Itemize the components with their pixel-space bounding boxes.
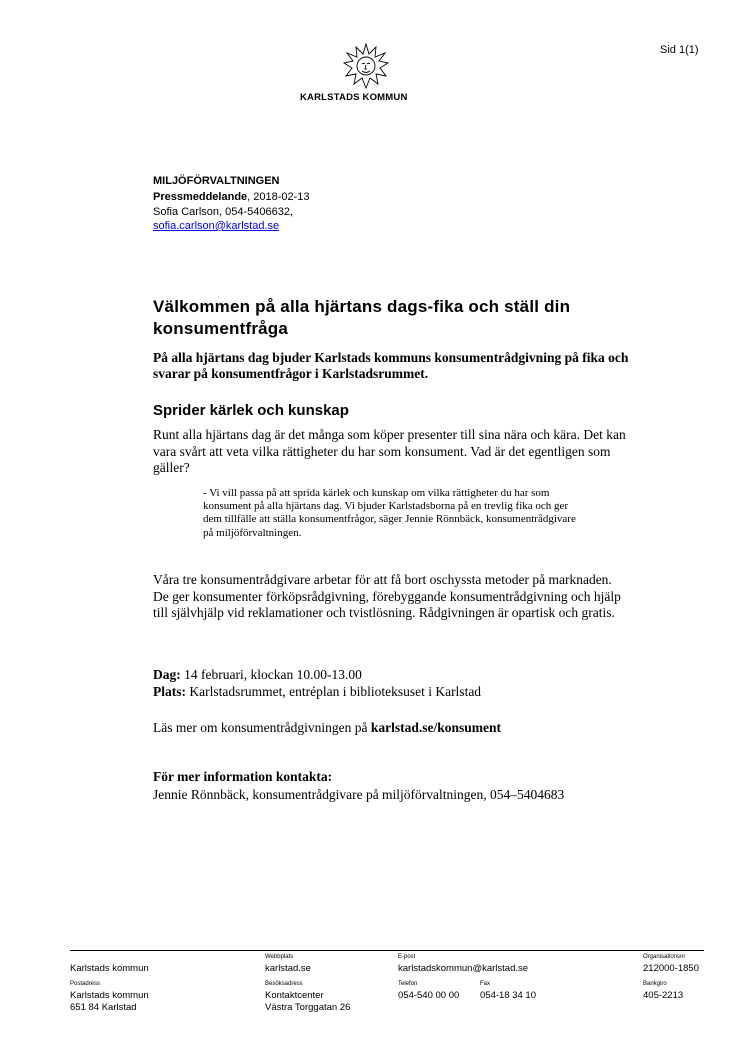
sender-email-link[interactable]: sofia.carlson@karlstad.se: [153, 220, 280, 232]
footer-phone-label: Telefon: [398, 981, 418, 987]
footer-phone-value: 054-540 00 00: [398, 990, 460, 1001]
body-paragraph-2: Våra tre konsumentrådgivare arbetar för att få bort oschyssta metoder på marknaden. De ger konsumenter förköpsrådgivning, förebyggande konsumentrådgivning och hjälp till självhjälp vid reklamationer och tvistlösning. Rådgivningen är opartisk och gratis.: [153, 572, 621, 620]
read-more-link[interactable]: karlstad.se/konsument: [370, 720, 501, 735]
release-date: , 2018-02-13: [247, 191, 310, 203]
footer-email-value[interactable]: karlstadskommun@karlstad.se: [398, 963, 529, 974]
sender-contact: Sofia Carlson, 054-5406632,: [153, 206, 294, 218]
footer-visit-line2: Västra Torggatan 26: [265, 1002, 351, 1013]
doc-type: Pressmeddelande: [153, 191, 248, 203]
footer-email-label: E-post: [398, 954, 416, 960]
footer-fax-label: Fax: [480, 981, 491, 987]
footer-postal-label: Postadress: [70, 981, 101, 987]
footer-visit-line1: Kontaktcenter: [265, 990, 324, 1001]
read-more-line: [153, 720, 501, 736]
article-lead: På alla hjärtans dag bjuder Karlstads kommuns konsumentrådgivning på fika och svarar på konsumentfrågor i Karlstadsrummet.: [153, 350, 629, 381]
footer-web-label: Webbplats: [265, 954, 294, 960]
footer-bankgiro-value: 405-2213: [643, 990, 684, 1001]
body-paragraph-1: Runt alla hjärtans dag är det många som köper presenter till sina nära och kära. Det kan vara svårt att veta vilka rättigheter du har som konsument. Vad är det egentligen som gäller?: [153, 427, 626, 475]
organization-name: KARLSTADS KOMMUN: [300, 92, 408, 103]
karlstad-sun-logo-icon: [343, 43, 389, 89]
article-subheading: Sprider kärlek och kunskap: [153, 402, 349, 419]
event-date: [153, 667, 362, 683]
footer-bankgiro-label: Bankgiro: [643, 981, 667, 987]
footer-postal-line2: 651 84 Karlstad: [70, 1002, 137, 1013]
quote-block: - Vi vill passa på att sprida kärlek och kunskap om vilka rättigheter du har som konsument på alla hjärtans dag. Vi bjuder Karlstadsborna på en trevlig fika och ger dem tillfälle att ställa konsumentfrågor, säger Jennie Rönnbäck, konsumentrådgivare på miljöförvaltningen.: [203, 487, 576, 539]
footer-visit-label: Besöksadress: [265, 981, 303, 987]
more-info-heading: För mer information kontakta:: [153, 769, 333, 784]
department-name: MILJÖFÖRVALTNINGEN: [153, 175, 280, 187]
read-more-text: Läs mer om konsumentrådgivningen på: [153, 720, 371, 735]
place-label: Plats:: [153, 684, 186, 699]
date-value: 14 februari, klockan 10.00-13.00: [180, 667, 362, 682]
press-release-line: [153, 191, 310, 203]
date-label: Dag:: [153, 667, 181, 682]
footer-fax-value: 054-18 34 10: [480, 990, 536, 1001]
footer-web-value[interactable]: karlstad.se: [265, 963, 311, 974]
footer-org-name: Karlstads kommun: [70, 963, 149, 974]
more-info-contact: Jennie Rönnbäck, konsumentrådgivare på miljöförvaltningen, 054–5404683: [153, 787, 565, 802]
place-value: Karlstadsrummet, entréplan i biblioteksuset i Karlstad: [186, 684, 482, 699]
footer-orgnr-value: 212000-1850: [643, 963, 699, 974]
page-number: Sid 1(1): [660, 44, 699, 56]
event-place: [153, 684, 481, 700]
footer-divider: [70, 950, 704, 951]
footer-postal-line1: Karlstads kommun: [70, 990, 149, 1001]
article-headline: Välkommen på alla hjärtans dags-fika och ställ din konsumentfråga: [153, 297, 571, 338]
footer-orgnr-label: Organisationsnr: [643, 954, 686, 960]
